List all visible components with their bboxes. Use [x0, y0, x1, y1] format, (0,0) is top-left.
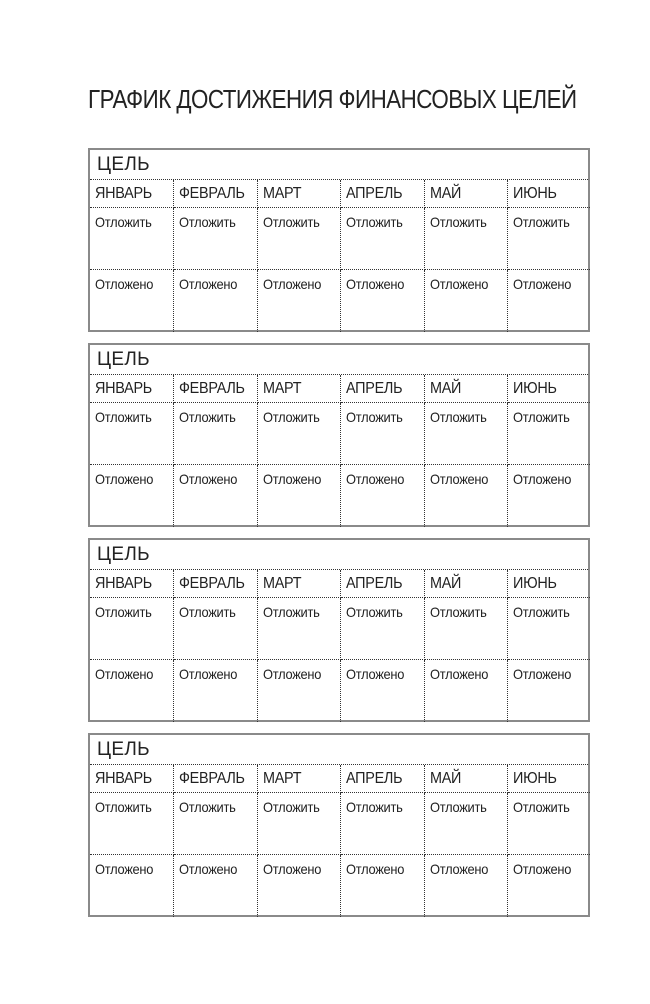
save-target-label: Отложить [513, 604, 570, 620]
save-target-label: Отложить [263, 799, 320, 815]
month-label: МАРТ [263, 575, 302, 592]
save-target-label: Отложить [263, 604, 320, 620]
month-header [90, 765, 174, 793]
saved-amount-label: Отложено [513, 471, 572, 487]
goal-label[interactable]: ЦЕЛЬ [90, 345, 588, 375]
save-target-label: Отложить [95, 214, 152, 230]
save-target-field[interactable] [90, 793, 174, 855]
saved-amount-label: Отложено [179, 666, 238, 682]
saved-amount-field[interactable] [425, 270, 508, 332]
save-target-label: Отложить [179, 799, 236, 815]
month-label: МАРТ [263, 185, 302, 202]
save-target-field[interactable] [258, 793, 341, 855]
goal-block [88, 343, 590, 527]
saved-amount-field[interactable] [425, 660, 508, 722]
save-target-field[interactable] [341, 403, 425, 465]
goal-block [88, 538, 590, 722]
saved-amount-label: Отложено [430, 666, 489, 682]
save-target-field[interactable] [258, 403, 341, 465]
save-target-field[interactable] [425, 208, 508, 270]
month-label: ФЕВРАЛЬ [179, 770, 245, 787]
save-target-field[interactable] [341, 208, 425, 270]
month-grid [90, 765, 588, 917]
month-label: АПРЕЛЬ [346, 380, 403, 397]
saved-amount-label: Отложено [263, 471, 322, 487]
save-target-label: Отложить [430, 604, 487, 620]
save-target-label: Отложить [95, 799, 152, 815]
save-target-label: Отложить [430, 409, 487, 425]
saved-amount-field[interactable] [341, 660, 425, 722]
save-target-field[interactable] [341, 793, 425, 855]
month-header [174, 570, 258, 598]
save-target-label: Отложить [346, 409, 403, 425]
saved-amount-field[interactable] [90, 855, 174, 917]
saved-amount-label: Отложено [513, 861, 572, 877]
save-target-field[interactable] [90, 208, 174, 270]
saved-amount-field[interactable] [174, 270, 258, 332]
saved-amount-label: Отложено [179, 861, 238, 877]
saved-amount-label: Отложено [95, 666, 154, 682]
saved-amount-label: Отложено [179, 471, 238, 487]
saved-amount-label: Отложено [263, 861, 322, 877]
save-target-field[interactable] [425, 598, 508, 660]
saved-amount-field[interactable] [341, 270, 425, 332]
goal-label[interactable]: ЦЕЛЬ [90, 150, 588, 180]
save-target-field[interactable] [174, 208, 258, 270]
save-target-label: Отложить [346, 799, 403, 815]
month-header [341, 375, 425, 403]
month-header [90, 180, 174, 208]
saved-amount-field[interactable] [425, 465, 508, 527]
save-target-label: Отложить [179, 214, 236, 230]
month-label: МАЙ [430, 380, 462, 397]
saved-amount-field[interactable] [90, 270, 174, 332]
month-header [508, 570, 590, 598]
month-label: АПРЕЛЬ [346, 770, 403, 787]
month-header [258, 570, 341, 598]
saved-amount-label: Отложено [346, 861, 405, 877]
saved-amount-label: Отложено [179, 276, 238, 292]
month-header [425, 180, 508, 208]
save-target-label: Отложить [346, 604, 403, 620]
month-label: МАРТ [263, 380, 302, 397]
month-header [425, 375, 508, 403]
month-label: ЯНВАРЬ [95, 575, 152, 592]
page-title: ГРАФИК ДОСТИЖЕНИЯ ФИНАНСОВЫХ ЦЕЛЕЙ [88, 84, 577, 114]
month-header [174, 375, 258, 403]
month-header [508, 765, 590, 793]
save-target-label: Отложить [513, 409, 570, 425]
month-label: ИЮНЬ [513, 770, 557, 787]
month-label: ЯНВАРЬ [95, 185, 152, 202]
month-grid [90, 180, 588, 332]
month-label: МАЙ [430, 575, 462, 592]
goal-label[interactable]: ЦЕЛЬ [90, 540, 588, 570]
saved-amount-field[interactable] [174, 660, 258, 722]
save-target-field[interactable] [258, 208, 341, 270]
save-target-label: Отложить [95, 604, 152, 620]
month-label: ИЮНЬ [513, 185, 557, 202]
save-target-label: Отложить [513, 214, 570, 230]
month-header [341, 180, 425, 208]
save-target-field[interactable] [425, 793, 508, 855]
month-label: АПРЕЛЬ [346, 575, 403, 592]
month-header [90, 375, 174, 403]
month-header [258, 180, 341, 208]
save-target-label: Отложить [263, 214, 320, 230]
month-header [258, 765, 341, 793]
save-target-field[interactable] [90, 403, 174, 465]
saved-amount-label: Отложено [346, 276, 405, 292]
goal-block [88, 148, 590, 332]
save-target-label: Отложить [263, 409, 320, 425]
month-header [425, 570, 508, 598]
save-target-label: Отложить [513, 799, 570, 815]
month-header [174, 765, 258, 793]
saved-amount-field[interactable] [425, 855, 508, 917]
month-header [508, 180, 590, 208]
save-target-label: Отложить [179, 409, 236, 425]
saved-amount-field[interactable] [90, 660, 174, 722]
save-target-field[interactable] [508, 793, 590, 855]
month-header [258, 375, 341, 403]
save-target-field[interactable] [90, 598, 174, 660]
save-target-field[interactable] [174, 598, 258, 660]
saved-amount-label: Отложено [513, 666, 572, 682]
month-label: МАЙ [430, 770, 462, 787]
saved-amount-label: Отложено [95, 276, 154, 292]
month-header [508, 375, 590, 403]
month-label: АПРЕЛЬ [346, 185, 403, 202]
month-header [90, 570, 174, 598]
saved-amount-field[interactable] [508, 855, 590, 917]
month-label: ФЕВРАЛЬ [179, 575, 245, 592]
saved-amount-field[interactable] [508, 465, 590, 527]
save-target-field[interactable] [508, 598, 590, 660]
saved-amount-field[interactable] [258, 465, 341, 527]
month-grid [90, 375, 588, 527]
saved-amount-label: Отложено [430, 276, 489, 292]
month-label: ФЕВРАЛЬ [179, 185, 245, 202]
saved-amount-field[interactable] [90, 465, 174, 527]
saved-amount-label: Отложено [430, 471, 489, 487]
goal-block [88, 733, 590, 917]
month-grid [90, 570, 588, 722]
saved-amount-field[interactable] [508, 270, 590, 332]
save-target-label: Отложить [179, 604, 236, 620]
save-target-field[interactable] [174, 403, 258, 465]
month-label: ФЕВРАЛЬ [179, 380, 245, 397]
month-header [341, 570, 425, 598]
saved-amount-label: Отложено [95, 471, 154, 487]
saved-amount-label: Отложено [430, 861, 489, 877]
save-target-label: Отложить [95, 409, 152, 425]
save-target-field[interactable] [508, 403, 590, 465]
saved-amount-field[interactable] [174, 465, 258, 527]
save-target-label: Отложить [346, 214, 403, 230]
goal-label[interactable]: ЦЕЛЬ [90, 735, 588, 765]
saved-amount-label: Отложено [513, 276, 572, 292]
month-label: ЯНВАРЬ [95, 380, 152, 397]
month-label: ЯНВАРЬ [95, 770, 152, 787]
save-target-label: Отложить [430, 214, 487, 230]
saved-amount-label: Отложено [346, 666, 405, 682]
saved-amount-field[interactable] [258, 855, 341, 917]
saved-amount-field[interactable] [258, 660, 341, 722]
saved-amount-label: Отложено [346, 471, 405, 487]
save-target-field[interactable] [341, 598, 425, 660]
month-label: ИЮНЬ [513, 575, 557, 592]
month-header [425, 765, 508, 793]
saved-amount-label: Отложено [263, 666, 322, 682]
save-target-field[interactable] [258, 598, 341, 660]
save-target-label: Отложить [430, 799, 487, 815]
saved-amount-field[interactable] [258, 270, 341, 332]
saved-amount-label: Отложено [95, 861, 154, 877]
saved-amount-field[interactable] [341, 855, 425, 917]
saved-amount-field[interactable] [508, 660, 590, 722]
month-label: ИЮНЬ [513, 380, 557, 397]
saved-amount-field[interactable] [174, 855, 258, 917]
month-header [174, 180, 258, 208]
month-header [341, 765, 425, 793]
saved-amount-field[interactable] [341, 465, 425, 527]
month-label: МАРТ [263, 770, 302, 787]
month-label: МАЙ [430, 185, 462, 202]
save-target-field[interactable] [425, 403, 508, 465]
save-target-field[interactable] [174, 793, 258, 855]
save-target-field[interactable] [508, 208, 590, 270]
saved-amount-label: Отложено [263, 276, 322, 292]
